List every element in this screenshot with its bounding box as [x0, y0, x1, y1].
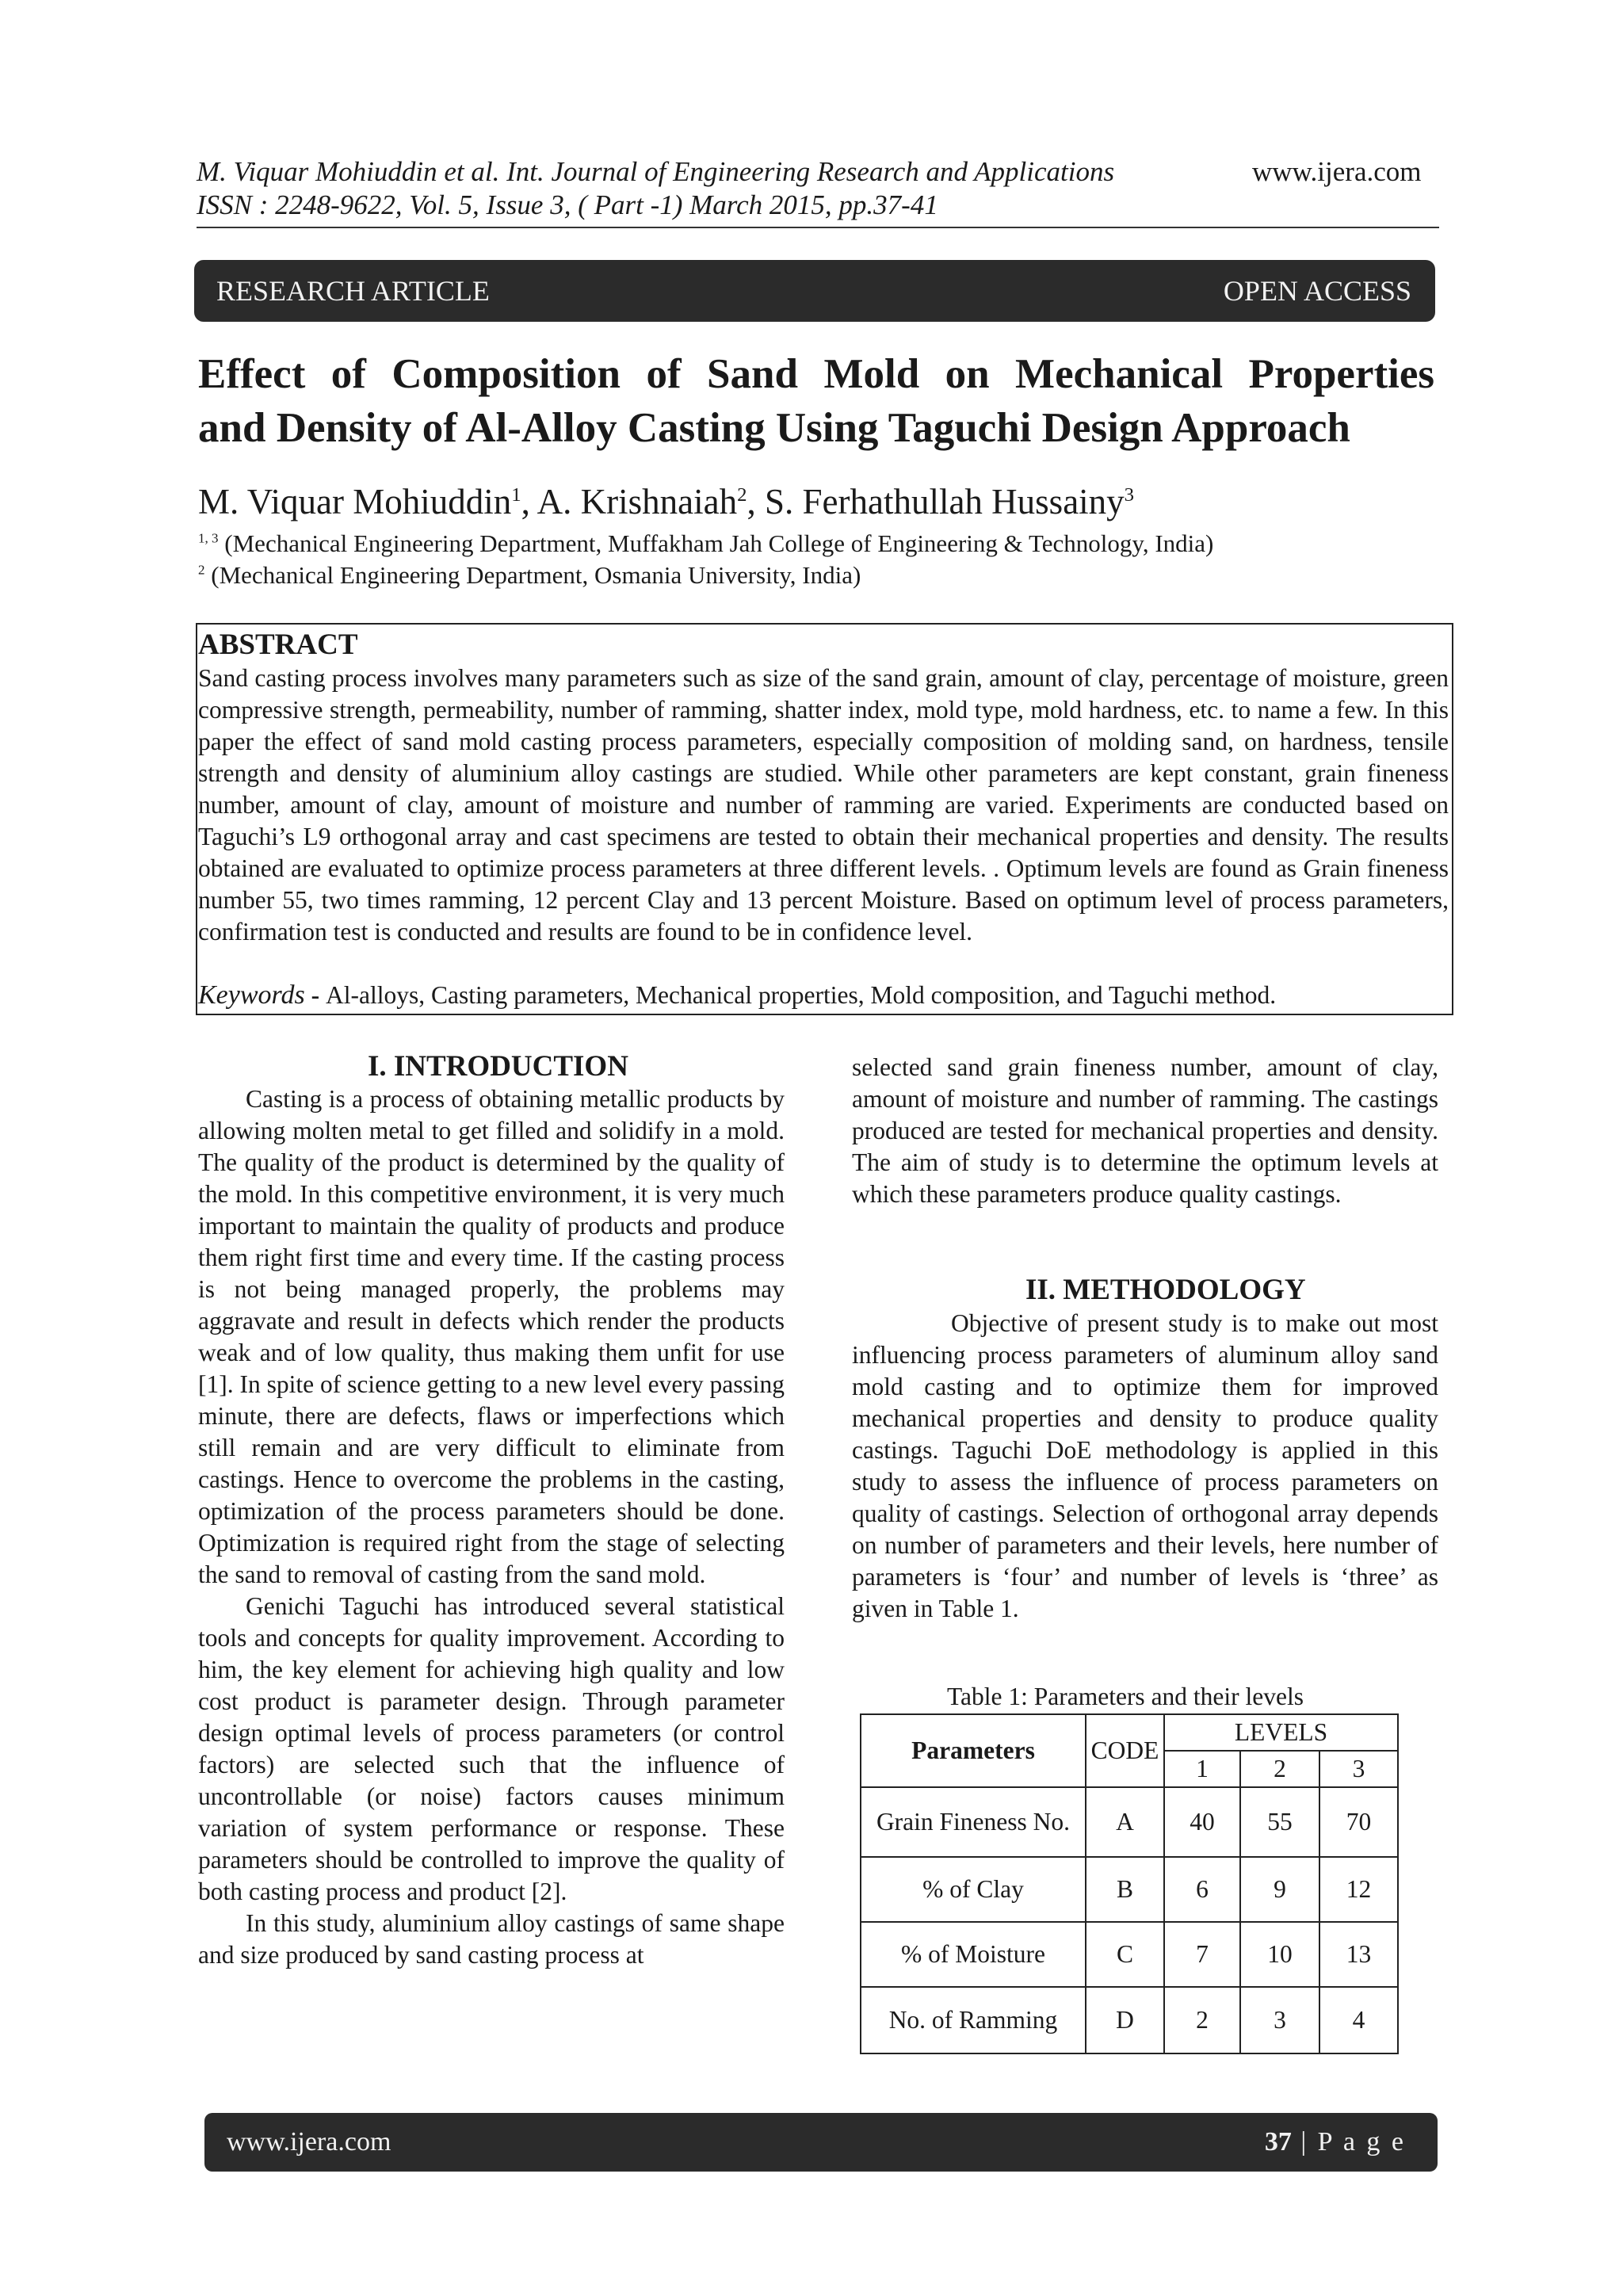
open-access-label: OPEN ACCESS [1223, 275, 1411, 307]
abstract-text: Sand casting process involves many parameters such as size of the sand grain, amount of clay, percentage of moisture, green compressive strength, permeability, number of ramming, shatter index, mold type, mold hardness, etc. to name a few. In this paper the effect of sand mold casting process parameters, especially composition of molding sand, on hardness, tensile strength and density of aluminium alloy castings are studied. While other parameters are kept constant, grain fineness number, amount of clay, amount of moisture and number of ramming are varied. Experiments are conducted based on Taguchi’s L9 orthogonal array and cast specimens are tested to obtain their mechanical properties and density. The results obtained are evaluated to optimize process parameters at three different levels. . Optimum levels are found as Grain fineness number 55, two times ramming, 12 percent Clay and 13 percent Moisture. Based on optimum level of process parameters, confirmation test is conducted and results are found to be in confidence level. [198, 664, 1449, 946]
page-label: | P a g e [1291, 2127, 1406, 2157]
table-row [861, 1857, 1398, 1922]
methodology-text [852, 1308, 1438, 1625]
author-name: , A. Krishnaiah [521, 482, 738, 521]
table-cell-code: D [1086, 1987, 1164, 2053]
table-cell-value: 7 [1164, 1922, 1240, 1987]
table-row [861, 1987, 1398, 2053]
table-cell-parameter: Grain Fineness No. [861, 1787, 1086, 1857]
table-cell-value: 12 [1319, 1857, 1398, 1922]
author-affiliation-mark: 2 [737, 484, 747, 506]
affiliation-1 [198, 528, 1213, 560]
table-header-parameters: Parameters [861, 1714, 1086, 1787]
keywords-text: Al-alloys, Casting parameters, Mechanical properties, Mold composition, and Taguchi method. [326, 981, 1277, 1009]
affiliation-mark: 1, 3 [198, 530, 219, 546]
table-caption: Table 1: Parameters and their levels [947, 1683, 1304, 1710]
table-header-level-2: 2 [1240, 1751, 1319, 1787]
footer-website[interactable]: www.ijera.com [227, 2127, 391, 2157]
affiliation-mark: 2 [198, 562, 205, 578]
journal-header: M. Viquar Mohiuddin et al. Int. Journal of Engineering Research and Applications [197, 156, 1115, 187]
page-footer [204, 2113, 1438, 2172]
header-rule [197, 227, 1439, 228]
table-cell-value: 13 [1319, 1922, 1398, 1987]
affiliation-text: (Mechanical Engineering Department, Osmania University, India) [204, 561, 861, 589]
table-cell-value: 6 [1164, 1857, 1240, 1922]
table-cell-code: C [1086, 1922, 1164, 1987]
intro-paragraph-2: Genichi Taguchi has introduced several statistical tools and concepts for quality improvement. According to him, the key element for achieving high quality and low cost product is parameter design. Through parameter design optimal levels of process parameters (or control factors) are selected such that the influence of uncontrollable (or noise) factors causes minimum variation of system performance or response. These parameters should be controlled to improve the quality of both casting process and product [2]. [198, 1592, 785, 1905]
article-type-banner [194, 260, 1435, 322]
affiliation-text: (Mechanical Engineering Department, Muffakham Jah College of Engineering & Technology, India) [218, 529, 1214, 557]
table-cell-value: 2 [1164, 1987, 1240, 2053]
affiliation-2 [198, 560, 861, 591]
paper-title-line-2: and Density of Al-Alloy Casting Using Taguchi Design Approach [198, 405, 1350, 451]
table-header-code: CODE [1086, 1714, 1164, 1787]
table-cell-value: 4 [1319, 1987, 1398, 2053]
table-cell-parameter: No. of Ramming [861, 1987, 1086, 2053]
methodology-paragraph-1: Objective of present study is to make out most influencing process parameters of aluminum alloy sand mold casting and to optimize them for improved mechanical properties and density to produce quality castings. Taguchi DoE methodology is applied in this study to assess the influence of process parameters on quality of castings. Selection of orthogonal array depends on number of parameters and their levels, here number of parameters is ‘four’ and number of levels is ‘three’ as given in Table 1. [852, 1309, 1438, 1622]
table-cell-value: 9 [1240, 1857, 1319, 1922]
issn-line: ISSN : 2248-9622, Vol. 5, Issue 3, ( Part -1) March 2015, pp.37-41 [197, 189, 938, 220]
table-row [861, 1922, 1398, 1987]
table-row [861, 1787, 1398, 1857]
table-cell-parameter: % of Moisture [861, 1922, 1086, 1987]
table-cell-value: 10 [1240, 1922, 1319, 1987]
intro-paragraph-3: In this study, aluminium alloy castings of same shape and size produced by sand casting process at [198, 1909, 785, 1969]
table-cell-parameter: % of Clay [861, 1857, 1086, 1922]
keywords-line [198, 980, 1276, 1011]
table-cell-value: 40 [1164, 1787, 1240, 1857]
author-name: M. Viquar Mohiuddin [198, 482, 512, 521]
author-affiliation-mark: 3 [1124, 484, 1135, 506]
table-cell-value: 3 [1240, 1987, 1319, 2053]
table-cell-value: 70 [1319, 1787, 1398, 1857]
table-cell-value: 55 [1240, 1787, 1319, 1857]
paper-title-line-1: Effect of Composition of Sand Mold on Mechanical Properties [198, 351, 1434, 397]
introduction-heading: I. INTRODUCTION [368, 1050, 628, 1083]
left-column [198, 1083, 785, 1971]
abstract-heading: ABSTRACT [198, 628, 358, 661]
author-affiliation-mark: 1 [511, 484, 521, 506]
page-number: 37 [1264, 2127, 1292, 2157]
table-cell-code: A [1086, 1787, 1164, 1857]
table-header-level-1: 1 [1164, 1751, 1240, 1787]
journal-website[interactable]: www.ijera.com [1252, 156, 1422, 187]
intro-paragraph-1: Casting is a process of obtaining metallic products by allowing molten metal to get filled and solidify in a mold. The quality of the product is determined by the quality of the mold. In this competitive environment, it is very much important to maintain the quality of products and produce them right first time and every time. If the casting process is not being managed properly, the problems may aggravate and result in defects which render the products weak and of low quality, thus making them unfit for use [1]. In spite of science getting to a new level every passing minute, there are defects, flaws or imperfections which still remain and are very difficult to eliminate from castings. Hence to overcome the problems in the casting, optimization of the process parameters should be done. Optimization is required right from the stage of selecting the sand to removal of casting from the sand mold. [198, 1085, 785, 1588]
intro-paragraph-3-continued: selected sand grain fineness number, amount of clay, amount of moisture and number of ramming. The castings produced are tested for mechanical properties and density. The aim of study is to determine the optimum levels at which these parameters produce quality castings. [852, 1053, 1438, 1208]
author-name: , S. Ferhathullah Hussainy [747, 482, 1125, 521]
parameters-table [860, 1713, 1399, 2054]
page-number-label [1265, 2113, 1406, 2172]
author-list [198, 479, 1134, 525]
table-cell-code: B [1086, 1857, 1164, 1922]
research-article-label: RESEARCH ARTICLE [216, 275, 490, 307]
table-header-levels: LEVELS [1164, 1714, 1398, 1751]
keywords-label: Keywords [198, 980, 305, 1010]
keywords-separator: - [304, 981, 326, 1009]
table-header-level-3: 3 [1319, 1751, 1398, 1787]
methodology-heading: II. METHODOLOGY [1025, 1274, 1306, 1306]
